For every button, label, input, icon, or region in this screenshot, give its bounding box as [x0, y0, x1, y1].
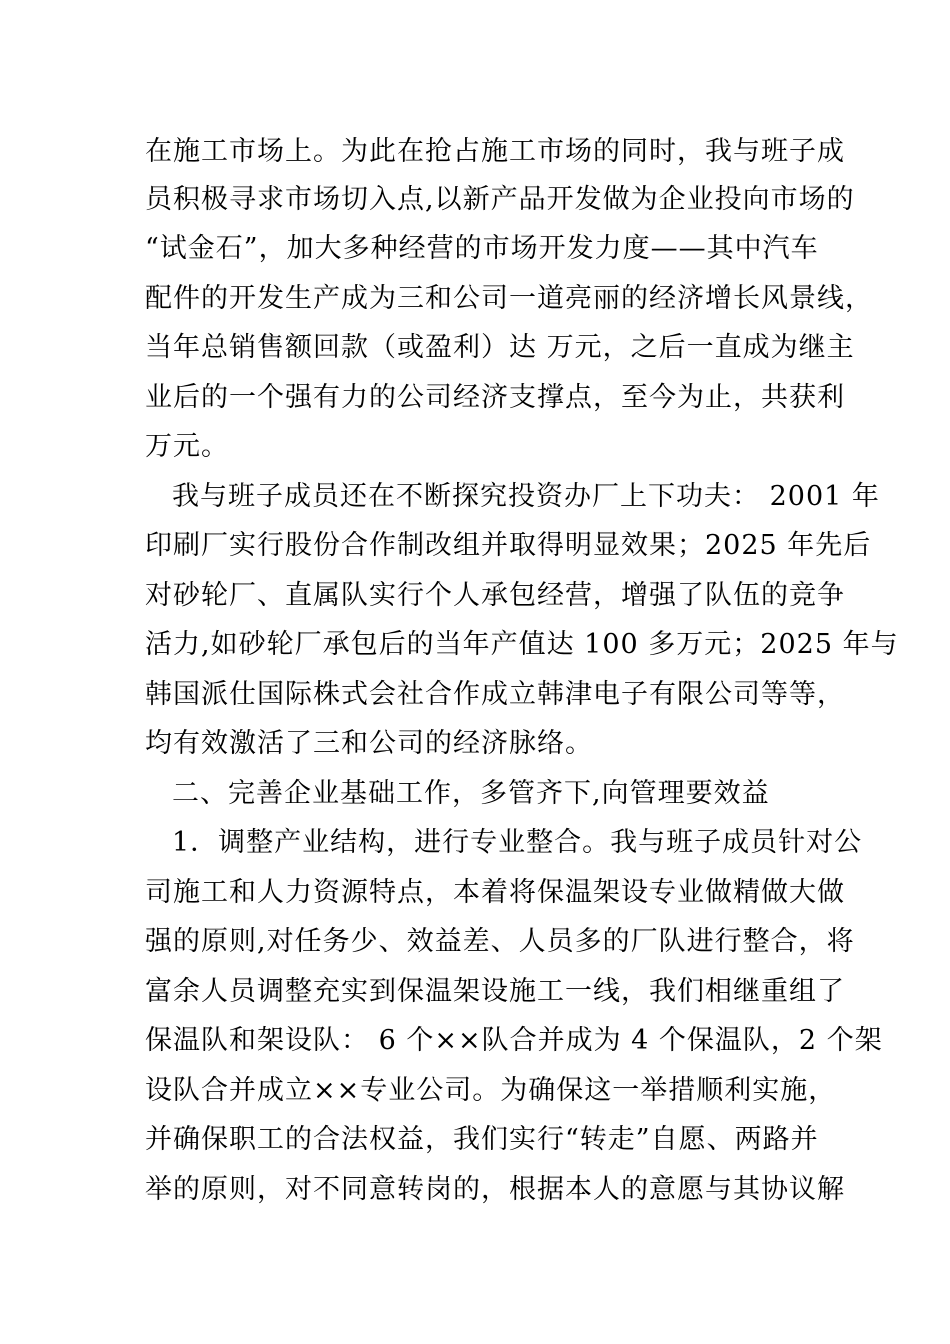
text-line-12: 韩国派仕国际株式会社合作成立韩津电子有限公司等等，	[145, 679, 845, 710]
text-line-5: 当年总销售额回款（或盈利）达 万元，之后一直成为继主	[145, 332, 855, 363]
text-line-7: 万元。	[145, 431, 229, 462]
text-line-9: 印刷厂实行股份合作制改组并取得明显效果；2025 年先后	[145, 530, 872, 561]
text-line-16: 司施工和人力资源特点，本着将保温架设专业做精做大做	[145, 877, 845, 908]
text-line-1: 在施工市场上。为此在抢占施工市场的同时，我与班子成	[145, 136, 845, 167]
text-line-3: “试金石”，加大多种经营的市场开发力度——其中汽车	[145, 233, 819, 264]
text-line-10: 对砂轮厂、直属队实行个人承包经营，增强了队伍的竞争	[145, 580, 845, 611]
text-line-19: 保温队和架设队： 6 个××队合并成为 4 个保温队，2 个架	[145, 1025, 883, 1056]
text-line-11: 活力,如砂轮厂承包后的当年产值达 100 多万元；2025 年与	[145, 629, 899, 660]
text-line-13: 均有效激活了三和公司的经济脉络。	[145, 728, 593, 759]
text-line-17: 强的原则,对任务少、效益差、人员多的厂队进行整合，将	[145, 926, 855, 957]
text-line-21: 并确保职工的合法权益，我们实行“转走”自愿、两路并	[145, 1124, 819, 1155]
text-line-18: 富余人员调整充实到保温架设施工一线，我们相继重组了	[145, 976, 845, 1007]
section-heading: 二、完善企业基础工作，多管齐下,向管理要效益	[172, 778, 770, 809]
text-line-20: 设队合并成立××专业公司。为确保这一举措顺利实施，	[145, 1075, 837, 1106]
text-line-22: 举的原则，对不同意转岗的，根据本人的意愿与其协议解	[145, 1174, 845, 1205]
text-line-2: 员积极寻求市场切入点,以新产品开发做为企业投向市场的	[145, 184, 855, 215]
text-line-6: 业后的一个强有力的公司经济支撑点，至今为止，共获利	[145, 382, 845, 413]
text-line-8: 我与班子成员还在不断探究投资办厂上下功夫： 2001 年	[172, 481, 880, 512]
text-line-15: 1．调整产业结构，进行专业整合。我与班子成员针对公	[172, 827, 863, 858]
text-line-4: 配件的开发生产成为三和公司一道亮丽的经济增长风景线，	[145, 283, 873, 314]
